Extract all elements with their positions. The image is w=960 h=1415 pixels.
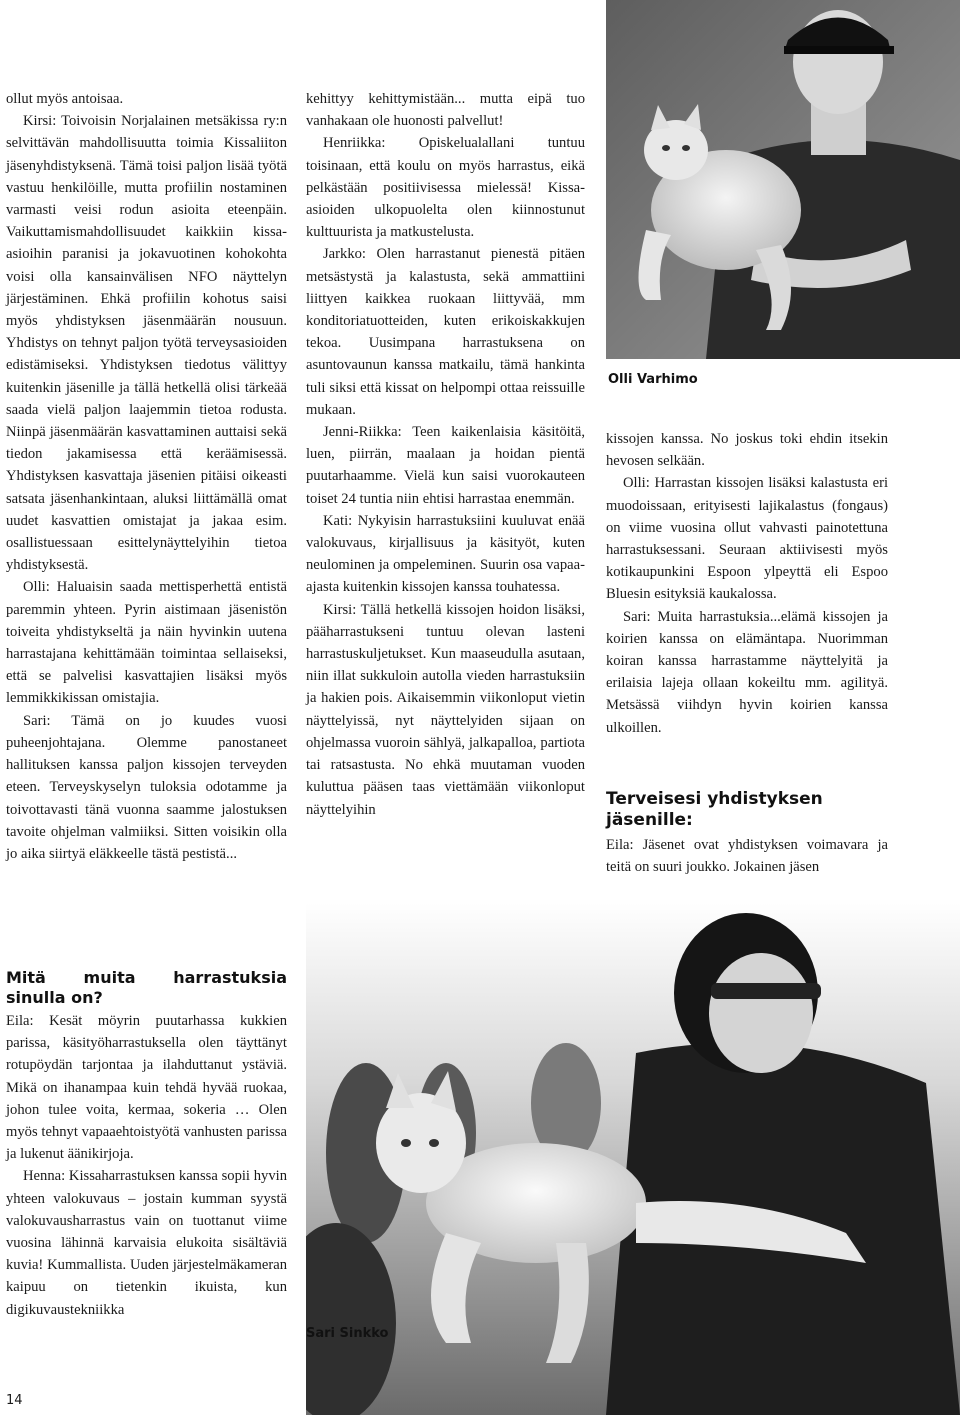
paragraph: Olli: Haluaisin saada mettisperhettä entistä paremmin yhteen. Pyrin aistimaan jäsenistön toiveita yhdistykseltä ja näin hyvinkin uutena harrastajana kehittämään toimintaa sellaiseksi, että se palvelisi kasvattajien lisäksi myös lemmikkikissan omistajia. [6,579,287,707]
paragraph: kehittyy kehittymistään... mutta eipä tuo vanhakaan ole huonosti palvellut! [306,91,585,130]
paragraph: Eila: Jäsenet ovat yhdistyksen voimavara ja teitä on suuri joukko. Jokainen jäsen [606,837,888,876]
paragraph: Eila: Kesät möyrin puutarhassa kukkien parissa, käsityöharrastuksella olen täyttänyt rotupöydän tarjontaa ja ilahduttanut ystäviä. Mikä on ihanampaa kuin tehdä hyvää ruokaa, johon tulee voita, kermaa, sokeria … Olen myös tehnyt vapaaehtoistyötä vanhusten parissa ja lukenut äänikirjoja. [6,1013,287,1163]
photo-man-with-cat [606,0,960,359]
photo-woman-with-cat [306,903,960,1415]
paragraph: kissojen kanssa. No joskus toki ehdin itsekin hevosen selkään. [606,431,888,470]
paragraph: Kati: Nykyisin harrastuksiini kuuluvat enää valokuvaus, kirjallisuus ja käsityöt, kuten neulominen ja ompeleminen. Suurin osa vapaa-ajasta kuitenkin kissojen kanssa touhatessa. [306,512,585,596]
page-number: 14 [6,1393,23,1408]
article-column-1-lower [6,968,287,1321]
paragraph: Henriikka: Opiskelualallani tuntuu toisinaan, että koulu on myös harrastus, eikä pelkästään positiivisessa mielessä! Kissa-asioiden ulkopuolelta olen kiinnostunut kulttuurista ja matkustelusta. [306,135,585,241]
article-column-2 [306,88,585,821]
section-heading: Mitä muita harrastuksia sinulla on? [6,968,287,1007]
article-column-3 [606,428,888,739]
paragraph: Jarkko: Olen harrastanut pienestä pitäen metsästystä ja kalastusta, sekä ammattiini liittyen kaikkea ruokaan liittyvää, mm konditoriatuotteiden, kuten erikoiskakkujen tekoa. Uusimpana harrastuksena on asuntovaunun kanssa matkailu, tämä hankinta tuli siksi että kissat on helpompi ottaa reissuille mukaan. [306,246,585,418]
section-heading: Terveisesi yhdistyksen jäsenille: [606,789,823,830]
paragraph: Henna: Kissaharrastuksen kanssa sopii hyvin yhteen valokuvaus – jostain kumman syystä valokuvausharrastus vain on tuottanut viime vuosina lähinnä karvaisia elukoita sisältäviä kuvia! Kummallista. Uuden järjestelmäkameran kaipuu on tietenkin ikuista, kun digikuvaustekniikka [6,1168,287,1318]
photo-caption: Sari Sinkko [306,1326,389,1341]
paragraph: ollut myös antoisaa. [6,91,124,107]
article-column-3-lower [606,834,888,878]
paragraph: Kirsi: Toivoisin Norjalainen metsäkissa ry:n selvittävän mahdollisuutta toimia Kissaliiton jäsenyhdistyksenä. Tämä toisi paljon lisää työtä vastuu henkilöille, mutta profiilin nostaminen varmasti veisi rodun asioita eteenpäin. Vaikuttamismahdollisuudet kaikkiin kissa-asioihin paranisi ja jokavuotinen kohokohta voisi olla kansainvälisen NFO näyttelyn järjestäminen. Ehkä profiilin kohotus saisi myös yhdistyksen jäsenmäärän nousuun. Yhdistys on tehnyt paljon työtä terveysasioiden edistämiseksi. Yhdistyksen tiedotus välittyy kuitenkin jäsenille ja tällä hetkellä olisi tärkeää saada vielä paljon laajemmin tietoa rodusta. Niinpä jäsenmäärän kasvattaminen auttaisi sekä tiedon jakamisessa että keräämisessä. Yhdistyksen kasvattaja jäsenien pitäisi oikeasti satsata jäsenhankintaan, aluksi liittämällä omat uudet kasvattien omistajat ja jakaa esim. osallistuessaan esittelynäyttelyihin tietoa yhdistyksestä. [6,113,287,574]
paragraph: Jenni-Riikka: Teen kaikenlaisia käsitöitä, luen, piirrän, maalaan ja hoidan pientä puutarhaamme. Vielä kun saisi vuorokauteen toiset 24 tuntia niin ehtisi harrastaa enemmän. [306,424,585,507]
paragraph: Sari: Muita harrastuksia...elämä kissojen ja koirien kanssa on elämäntapa. Nuorimman koiran kanssa harrastamme näyttelyitä ja erilaisia lajeja ollaan kokeiltu mm. agilityä. Metsässä viihdyn hyvin koirien kanssa ulkoillen. [606,608,888,736]
paragraph: Sari: Tämä on jo kuudes vuosi puheenjohtajana. Olemme panostaneet hallituksen kanssa paljon kissojen terveyden eteen. Terveyskyselyn tuloksia odotamme ja toivottavasti tänä vuonna saamme jalostuksen tavoite ohjelman valmiiksi. Sitten voisikin olla jo aika siirtyä eläkkeelle tästä pestistä... [6,712,287,862]
paragraph: Kirsi: Tällä hetkellä kissojen hoidon lisäksi, pääharrastukseni tuntuu olevan lasteni harrastuskuljetukset. Kun maaseudulla asutaan, niin illat sukkuloin autolla vieden harrastuksiin ja hakien pois. Aikaisemmin viikonloput vietin näyttelyissä, nyt näyttelyiden sijaan on ohjelmassa vuoroin sählyä, jalkapalloa, partiota tai ratsastusta. No ehkä muutaman vuoden kuluttua pääsen taas viettämään viikonloput näyttelyihin [306,601,585,818]
photo-caption: Olli Varhimo [608,372,698,387]
article-column-1 [6,88,287,865]
paragraph: Olli: Harrastan kissojen lisäksi kalastusta eri muodoissaan, erityisesti lajikalastus (fongaus) on viime vuosina ollut vahvasti painotettuna harrastuksessani. Seuraan aktiivisesti myös kotikaupunkini Espoon ylpeyttä eli Espoo Bluesin esityksiä kaukalossa. [606,475,888,603]
